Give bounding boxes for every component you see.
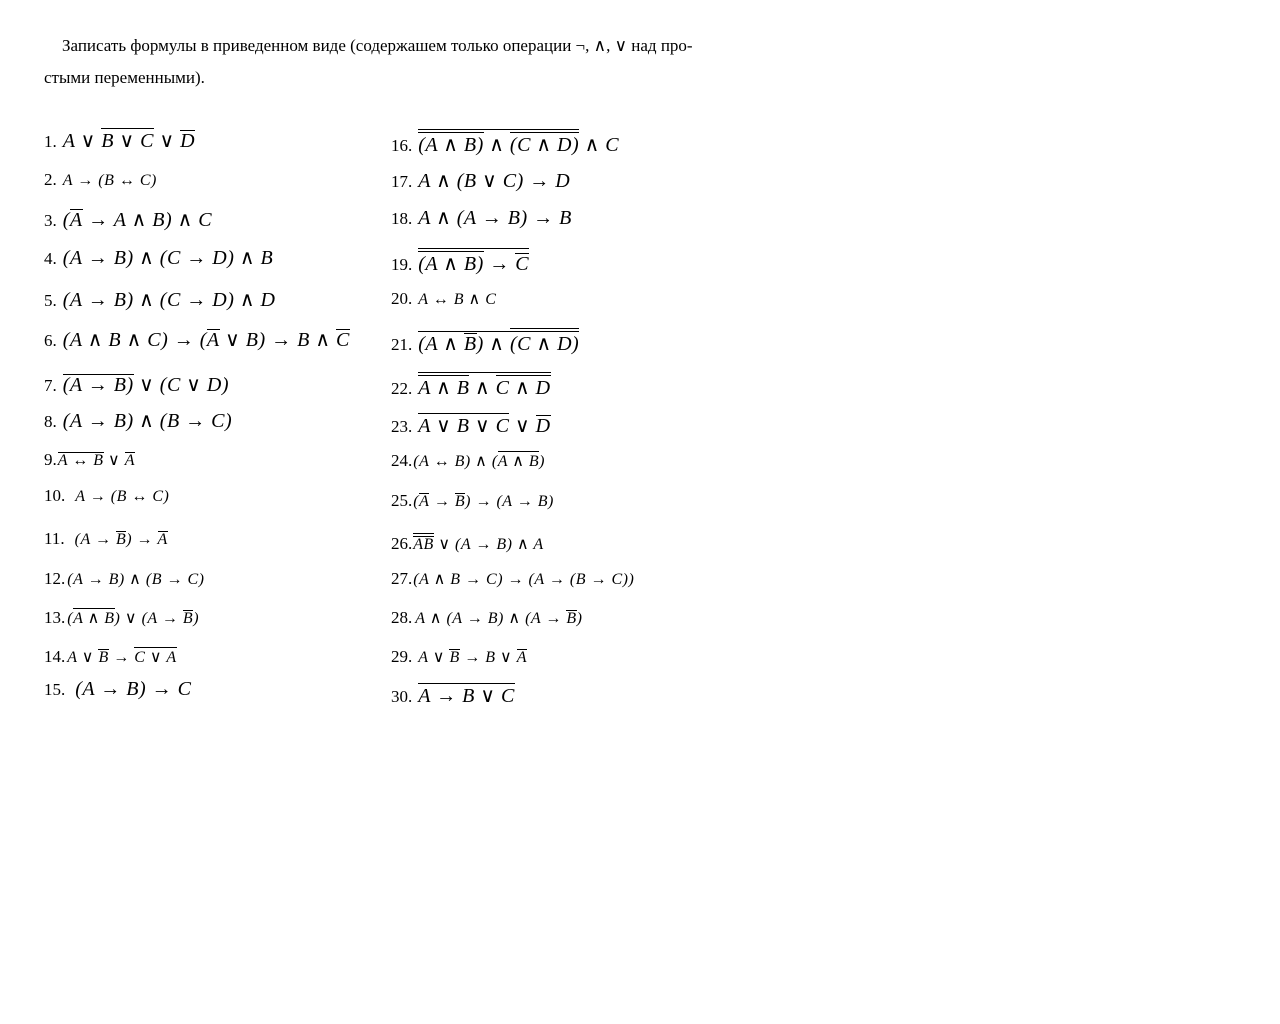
formula: (A ∧ B → C) → (A → (B → C)) (413, 571, 635, 588)
formula-item-8 (44, 408, 232, 433)
formula: A ↔ B ∨ A (57, 452, 136, 469)
formula-number: 29. (391, 647, 413, 666)
formula-item-10 (44, 486, 169, 506)
formula-item-3 (44, 207, 212, 232)
formula: A ∧ (B ∨ C) → D (418, 170, 571, 192)
formula: A ∧ (A → B) ∧ (A → B) (415, 610, 583, 627)
formula-number: 5. (44, 291, 57, 310)
task-line-2: стыми переменными). (44, 68, 205, 87)
formula: (A → B) → (A → B) (413, 493, 554, 510)
task-line-1: Записать формулы в приведенном виде (содержашем только операции ¬, ∧, ∨ над про- (62, 36, 693, 55)
formula-number: 13. (44, 608, 66, 627)
formula: (A ∧ B ∧ C) → (A ∨ B) → B ∧ C (62, 329, 350, 351)
formula: AB ∨ (A → B) ∧ A (413, 536, 544, 553)
formula-number: 20. (391, 289, 413, 308)
formula-number: 9. (44, 450, 57, 469)
formula-item-1 (44, 128, 195, 153)
formula-item-22 (391, 375, 551, 400)
formula-item-18 (391, 205, 572, 230)
formula: (A ∧ B) ∧ (C ∧ D) ∧ C (418, 134, 620, 156)
formula-number: 22. (391, 379, 413, 398)
formula-item-11 (44, 529, 168, 549)
formula: A → B ∨ C (418, 685, 515, 707)
formula-number: 6. (44, 331, 57, 350)
formula: A ∧ B ∧ C ∧ D (418, 377, 551, 399)
formula-number: 18. (391, 209, 413, 228)
formula: (A ↔ B) ∧ (A ∧ B) (413, 453, 545, 470)
formula: (A ∧ B) → C (418, 253, 530, 275)
formula-item-15 (44, 678, 191, 701)
formula: (A → A ∧ B) ∧ C (62, 209, 213, 231)
formula: A ↔ B ∧ C (418, 291, 497, 308)
formula-number: 14. (44, 647, 66, 666)
formula-number: 7. (44, 376, 57, 395)
formula: A ∨ B → C ∨ A (67, 649, 177, 666)
formula-number: 4. (44, 249, 57, 268)
formula-item-16 (391, 132, 619, 157)
formula-number: 24. (391, 451, 413, 470)
formula-item-9 (44, 450, 135, 470)
formula-number: 28. (391, 608, 413, 627)
formula: (A → B) ∧ (B → C) (67, 571, 205, 588)
formula-item-2 (44, 170, 157, 190)
formula-item-7 (44, 372, 229, 397)
formula-number: 2. (44, 170, 57, 189)
formula-item-28 (391, 608, 583, 628)
formula-number: 30. (391, 687, 413, 706)
formula-item-14 (44, 647, 177, 667)
formula-item-17 (391, 168, 570, 193)
formula: (A ∧ B) ∨ (A → B) (67, 610, 200, 627)
formula-item-6 (44, 327, 350, 352)
formula-number: 12. (44, 569, 66, 588)
formula-number: 27. (391, 569, 413, 588)
formula-number: 21. (391, 335, 413, 354)
formula-item-5 (44, 287, 275, 312)
task-statement (44, 30, 764, 94)
formula: (A → B) ∧ (C → D) ∧ D (62, 289, 276, 311)
formula-item-4 (44, 245, 273, 270)
formula: A ∨ B ∨ C ∨ D (418, 415, 551, 437)
formula-item-19 (391, 251, 529, 276)
formula-item-30 (391, 683, 515, 708)
formula: (A → B) ∧ (C → D) ∧ B (62, 247, 274, 269)
formula: A → (B ↔ C) (75, 488, 170, 505)
formula: A ∨ B → B ∨ A (418, 649, 527, 666)
formula: A → (B ↔ C) (62, 172, 157, 189)
formula-number: 23. (391, 417, 413, 436)
formula-number: 16. (391, 136, 413, 155)
formula-item-25 (391, 491, 554, 511)
formula-number: 8. (44, 412, 57, 431)
formula-number: 17. (391, 172, 413, 191)
formula-item-23 (391, 413, 551, 438)
formula-item-29 (391, 647, 527, 667)
formula-number: 26. (391, 534, 413, 553)
formula-number: 3. (44, 211, 57, 230)
formula: A ∨ B ∨ C ∨ D (62, 130, 196, 152)
formula-number: 19. (391, 255, 413, 274)
formula-number: 10. (44, 486, 66, 505)
formula: (A → B) → C (75, 678, 192, 700)
formula-item-21 (391, 331, 579, 356)
formula-item-27 (391, 569, 634, 589)
formula-number: 25. (391, 491, 413, 510)
formula-item-12 (44, 569, 204, 589)
formula: (A ∧ B) ∧ (C ∧ D) (418, 333, 580, 355)
formula-number: 11. (44, 529, 65, 548)
formula: (A → B) ∨ (C ∨ D) (62, 374, 230, 396)
formula-item-20 (391, 289, 496, 309)
formula-number: 15. (44, 680, 66, 699)
formula: (A → B) ∧ (B → C) (62, 410, 233, 432)
formula-item-13 (44, 608, 199, 628)
formula-item-24 (391, 451, 545, 471)
formula: (A → B) → A (74, 531, 168, 548)
formula-item-26 (391, 534, 544, 554)
formula-number: 1. (44, 132, 57, 151)
formula: A ∧ (A → B) → B (418, 207, 572, 229)
